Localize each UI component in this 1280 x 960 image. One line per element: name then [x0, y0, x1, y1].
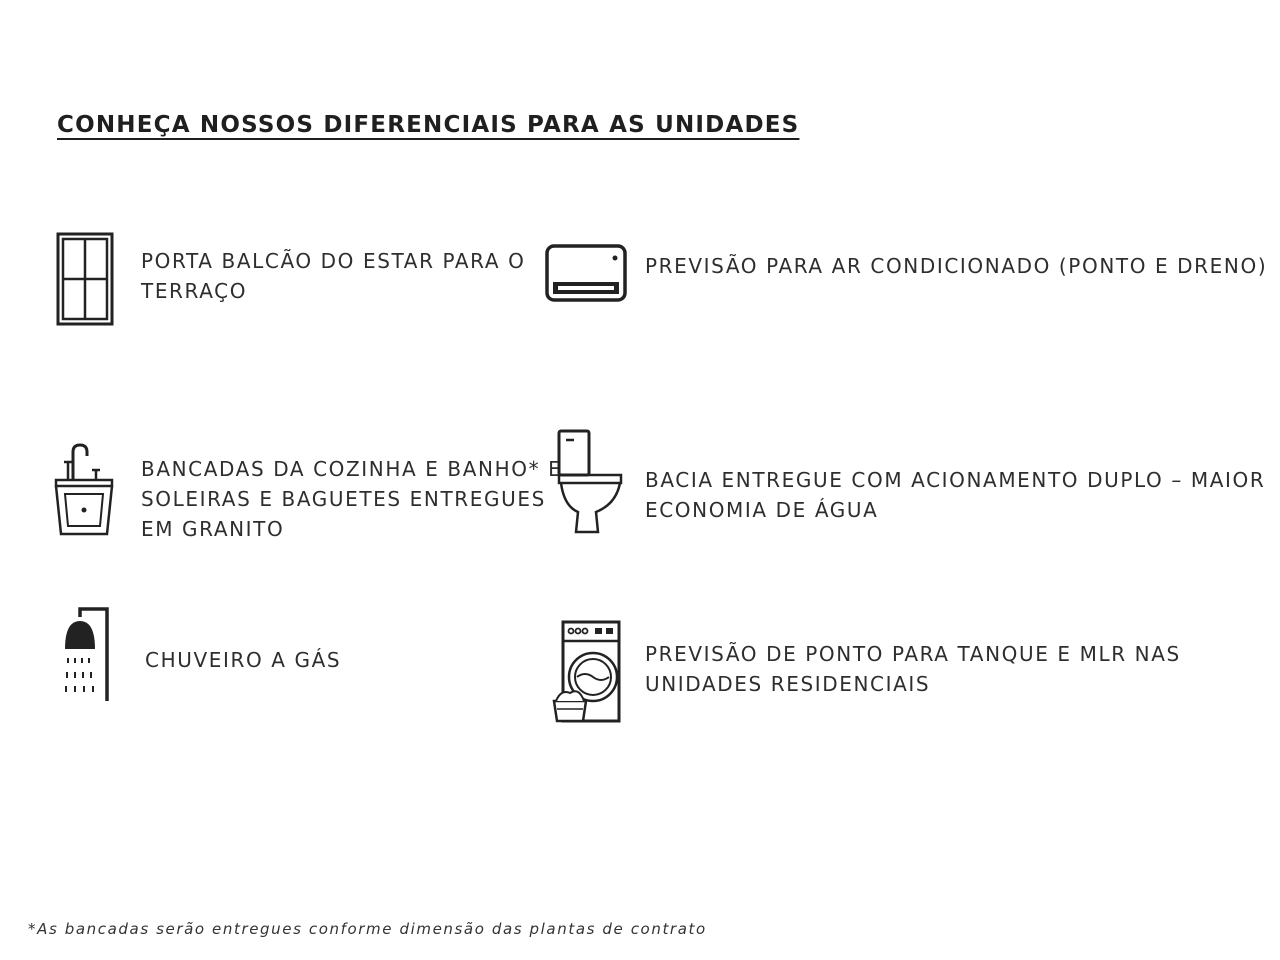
feature-text-bancadas — [141, 454, 562, 544]
feature-line: PORTA BALCÃO DO ESTAR PARA O — [141, 249, 526, 273]
feature-line: BANCADAS DA COZINHA E BANHO* E — [141, 457, 563, 481]
feature-text-chuveiro — [145, 645, 341, 675]
washing-machine-icon — [551, 619, 623, 725]
air-conditioner-icon — [545, 244, 627, 304]
sink-faucet-icon — [53, 442, 115, 538]
feature-line: BACIA ENTREGUE COM ACIONAMENTO DUPLO – MAIOR — [645, 468, 1266, 492]
feature-line: PREVISÃO DE PONTO PARA TANQUE E MLR NAS — [645, 642, 1181, 666]
feature-line: SOLEIRAS E BAGUETES ENTREGUES — [141, 487, 546, 511]
feature-line: PREVISÃO PARA AR CONDICIONADO (PONTO E DRENO) — [645, 254, 1268, 278]
feature-line: TERRAÇO — [141, 279, 248, 303]
feature-text-porta-balcao — [141, 246, 525, 306]
feature-line: UNIDADES RESIDENCIAIS — [645, 672, 931, 696]
feature-line: EM GRANITO — [141, 517, 285, 541]
feature-text-tanque-mlr — [645, 639, 1181, 699]
page-title: CONHEÇA NOSSOS DIFERENCIAIS PARA AS UNIDADES — [57, 112, 800, 138]
window-icon — [56, 232, 114, 326]
feature-line: CHUVEIRO A GÁS — [145, 648, 342, 672]
toilet-icon — [556, 428, 624, 536]
shower-icon — [60, 603, 112, 705]
footnote: *As bancadas serão entregues conforme dimensão das plantas de contrato — [28, 920, 707, 938]
feature-line: ECONOMIA DE ÁGUA — [645, 498, 879, 522]
feature-text-ar-condicionado — [645, 251, 1267, 281]
feature-text-bacia — [645, 465, 1265, 525]
